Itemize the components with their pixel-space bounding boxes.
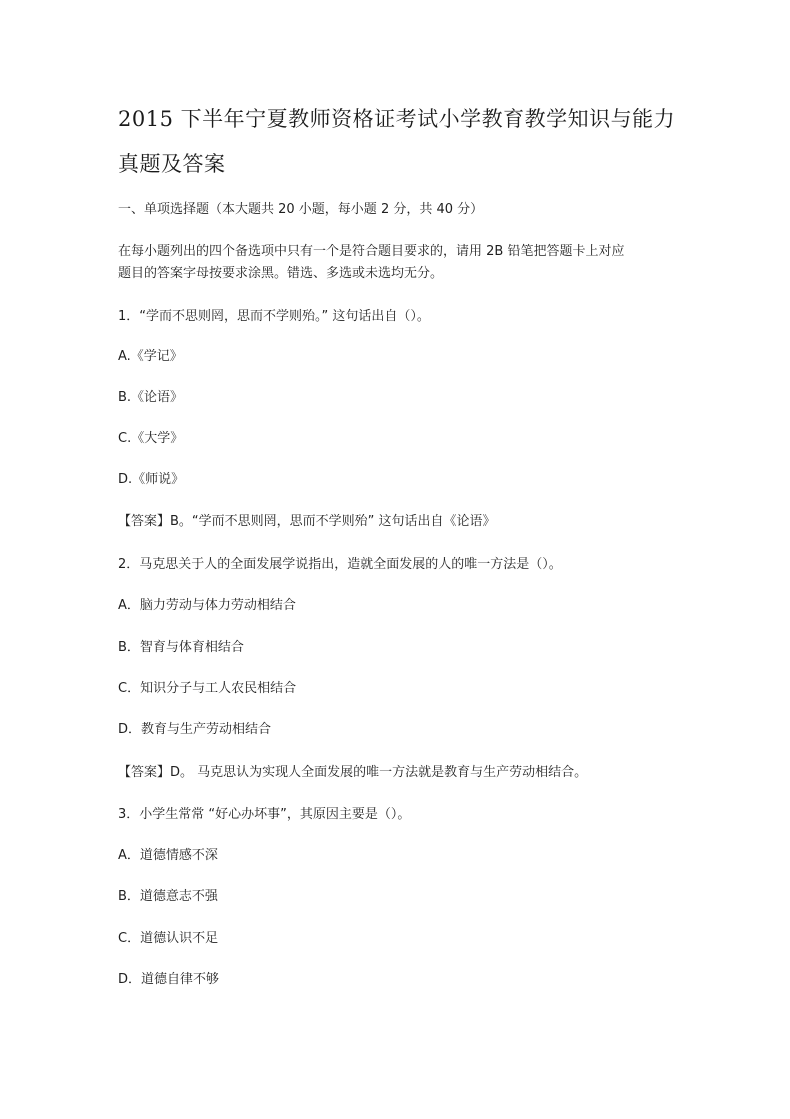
instructions-line-2: 题目的答案字母按要求涂黑。错选、多选或未选均无分。 bbox=[118, 266, 444, 281]
question-3-option-c: C．道德认识不足 bbox=[118, 931, 219, 946]
question-1-option-c: C.《大学》 bbox=[118, 431, 184, 446]
question-2-answer: 【答案】D。 马克思认为实现人全面发展的唯一方法就是教育与生产劳动相结合。 bbox=[118, 765, 588, 780]
question-1-answer: 【答案】B。“学而不思则罔，思而不学则殆” 这句话出自《论语》 bbox=[118, 514, 496, 529]
question-2-option-a: A．脑力劳动与体力劳动相结合 bbox=[118, 598, 296, 613]
question-2-option-b: B．智育与体育相结合 bbox=[118, 640, 244, 655]
document-title-line-2: 真题及答案 bbox=[118, 152, 226, 176]
question-2-option-d: D．教育与生产劳动相结合 bbox=[118, 722, 272, 737]
section-heading: 一、单项选择题（本大题共 20 小题，每小题 2 分，共 40 分） bbox=[118, 202, 484, 217]
question-3-option-a: A．道德情感不深 bbox=[118, 848, 218, 863]
question-1-option-a: A.《学记》 bbox=[118, 349, 183, 364]
question-3-option-b: B．道德意志不强 bbox=[118, 889, 218, 904]
question-1-stem: 1．“学而不思则罔，思而不学则殆。” 这句话出自（）。 bbox=[118, 309, 430, 324]
question-3-option-d: D．道德自律不够 bbox=[118, 972, 220, 987]
question-1-option-d: D.《师说》 bbox=[118, 472, 185, 487]
question-1-option-b: B.《论语》 bbox=[118, 390, 184, 405]
question-2-stem: 2．马克思关于人的全面发展学说指出，造就全面发展的人的唯一方法是（）。 bbox=[118, 557, 562, 572]
document-title-line-1: 2015 下半年宁夏教师资格证考试小学教育教学知识与能力 bbox=[118, 107, 676, 131]
question-2-option-c: C．知识分子与工人农民相结合 bbox=[118, 681, 297, 696]
question-3-stem: 3．小学生常常 “好心办坏事”，其原因主要是（）。 bbox=[118, 807, 411, 822]
instructions-line-1: 在每小题列出的四个备选项中只有一个是符合题目要求的，请用 2B 铅笔把答题卡上对应 bbox=[118, 244, 625, 259]
